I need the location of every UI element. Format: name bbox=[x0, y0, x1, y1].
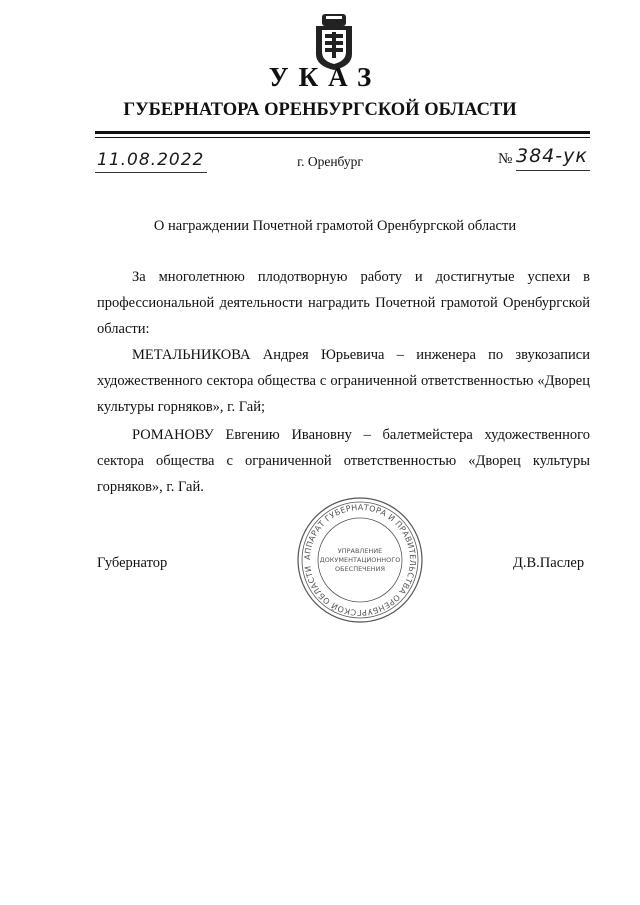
stamp-center-line: ОБЕСПЕЧЕНИЯ bbox=[334, 565, 386, 573]
header-rule-thick bbox=[95, 131, 590, 134]
document-title: УКАЗ bbox=[268, 62, 382, 92]
official-stamp bbox=[296, 496, 424, 624]
issuing-authority: ГУБЕРНАТОРА ОРЕНБУРГСКОЙ ОБЛАСТИ bbox=[123, 100, 517, 120]
document-place: г. Оренбург bbox=[297, 154, 363, 169]
document-number: 384-ук bbox=[516, 145, 588, 167]
paragraph-text: За многолетнюю плодотворную работу и достигнутые успехи в профессиональной деятельности наградить Почетной грамотой Оренбургской области: bbox=[97, 269, 590, 337]
body-paragraph bbox=[97, 422, 590, 500]
number-sign: № bbox=[498, 151, 513, 167]
paragraph-text: РОМАНОВУ Евгению Ивановну – балетмейстера художественного сектора общества с ограниченной ответственностью «Дворец культуры горняков», г. Гай. bbox=[97, 427, 590, 495]
header-rule-thin bbox=[95, 137, 590, 138]
document-date: 11.08.2022 bbox=[97, 150, 205, 170]
stamp-center-line: УПРАВЛЕНИЕ bbox=[337, 547, 383, 555]
stamp-ring-text: АППАРАТ ГУБЕРНАТОРА И ПРАВИТЕЛЬСТВА ОРЕНБУРГСКОЙ ОБЛАСТИ bbox=[302, 502, 418, 618]
paragraph-text: МЕТАЛЬНИКОВА Андрея Юрьевича – инженера по звукозаписи художественного сектора общества с ограниченной ответственностью «Дворец культуры горняков», г. Гай; bbox=[97, 347, 590, 415]
document-subject: О награждении Почетной грамотой Оренбургской области bbox=[153, 218, 517, 234]
stamp-center-line: ДОКУМЕНТАЦИОННОГО bbox=[319, 556, 401, 564]
body-paragraph bbox=[97, 342, 590, 420]
number-underline bbox=[516, 170, 590, 171]
date-underline bbox=[95, 172, 207, 173]
signatory-position: Губернатор bbox=[97, 555, 168, 571]
signatory-name: Д.В.Паслер bbox=[513, 555, 585, 571]
body-paragraph bbox=[97, 264, 590, 342]
